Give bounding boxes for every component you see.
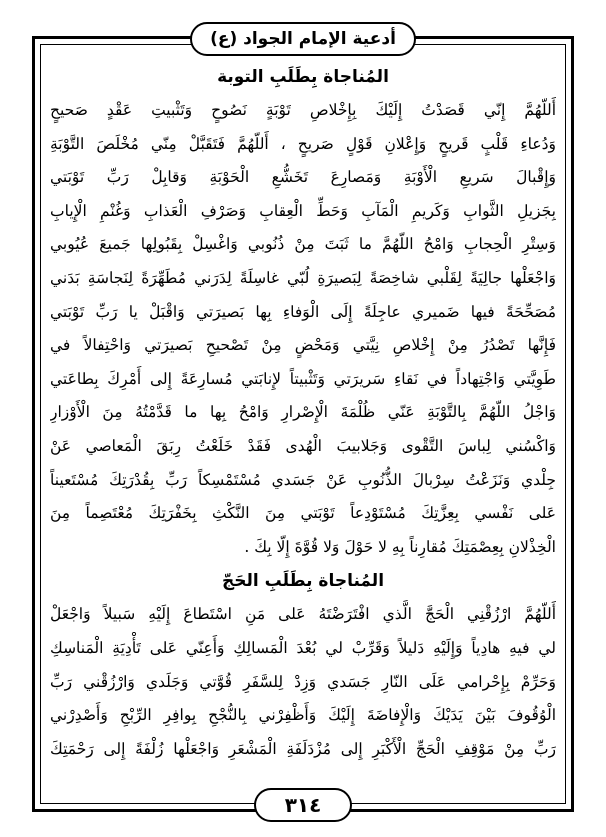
text-line: لي فيهِ هادِياً وَإِلَيْهِ دَليلاً وَقَرِّبْ لي بُعْدَ الْمَسالِكِ وَأَعِنّي عَلى تَأْدِيَةِ الْمَناسِكِ (50, 638, 556, 657)
text-line: أَللّهُمَّ إِنّي قَصَدْتُ إِلَيْكَ بِإِخْلاصِ تَوْبَةٍ نَصُوحٍ وَتَثْبيتِ عَقْدٍ صَحيحٍ (50, 101, 556, 119)
text-line: الْخِذْلانِ بِعِصْمَتِكَ مُقارِناً بِهِ لا حَوْلَ وَلا قُوَّةَ إِلّا بِكَ . (244, 537, 556, 556)
text-line: جِلْدي وَنَزَعْتُ سِرْبالَ الذُّنُوبِ عَنْ جَسَدي مُسْتَمْسِكاً رَبِّ بِقُدْرَتِكَ مُسْتَعيناً (50, 470, 556, 489)
text-line: فَإِنَّها تَصْدُرُ مِنْ إِخْلاصِ نِيَّتي وَمَحْضٍ مِنْ تَصْحيحِ بَصيرَتي وَاحْتِفالاً في (50, 336, 556, 355)
text-line: الْوُقُوفَ بَيْنَ يَدَيْكَ وَالْإِفاضَةَ إِلَيْكَ وَأَظْفِرْني بِالنُّجْحِ بِوافِرِ الرِّبْحِ وَأَصْدِرْني (50, 706, 556, 725)
text-line: وَإِقْبالَ سَريعِ الْأَوْبَةِ وَمَصارِعَ تَخَشُّعِ الْحَوْبَةِ وَقابِلْ رَبِّ تَوْبَتي (50, 168, 556, 187)
page-number-badge (254, 788, 352, 822)
book-title: أدعية الإمام الجواد (ع) (210, 29, 396, 49)
section-title-repentance: المُناجاة بِطَلَبِ التوبة (217, 67, 389, 87)
text-line: مُصَحِّحَةً فيها ضَميري عاجِلَةً إِلَى الْوَفاءِ بِها بَصيرَتي وَاقْبَلْ يا رَبِّ تَوْبَتي (50, 302, 556, 321)
text-line: بِجَزيلِ الثَّوابِ وَكَريمِ الْمَآبِ وَحَطِّ الْعِقابِ وَصَرْفِ الْعَذابِ وَغُنْمِ الْإِيابِ (50, 201, 556, 220)
section-title-hajj: المُناجاة بِطَلَبِ الحَجّ (221, 571, 385, 592)
text-line: وَحَرِّمْ بِإِحْرامي عَلَى النّارِ جَسَدي وَزِدْ لِلسَّفَرِ قُوَّتي وَجَلَدي وَارْزُقْني رَبِّ (50, 672, 556, 691)
text-line: وَسِتْرِ الْحِجابِ وَامْحُ اللّهُمَّ ما ثَبَتَ مِنْ ذُنُوبي وَاغْسِلْ بِقَبُولِها جَميعَ عُيُوبي (50, 235, 556, 254)
text-line: وَاجْعَلْها جالِيَةً لِقَلْبي شاخِصَةً لِبَصيرَةِ لُبّي غاسِلَةً لِدَرَني مُطَهِّرَةً لِنَجاسَةِ بَدَني (50, 268, 556, 287)
text-line: وَاجْلُ اللّهُمَّ بِالتَّوْبَةِ عَنّي ظُلْمَةَ الْإِصْرارِ وَامْحُ بِها ما قَدَّمْتُهُ مِنَ الْأَوْزارِ (50, 403, 556, 422)
text-line: أَللّهُمَّ ارْزُقْنِي الْحَجَّ الَّذي افْتَرَضْتَهُ عَلى مَنِ اسْتَطاعَ إِلَيْهِ سَبيلاً وَاجْعَلْ (50, 605, 556, 624)
text-line: عَلى نَفْسي بِعِزَّتِكَ مُسْتَوْدِعاً تَوْبَتي مِنَ النَّكْثِ بِخَفْرَتِكَ مُعْتَصِماً مِنَ (50, 504, 556, 523)
text-line: وَدُعاءِ قَلْبٍ قَريحٍ وَإِعْلانِ قَوْلٍ صَريحٍ ، أَللّهُمَّ فَتَقَبَّلْ مِنّي مُخْلَصَ التَّوْبَةِ (50, 134, 556, 153)
running-header (190, 22, 416, 56)
page-content (50, 60, 556, 766)
page-number: ٣١٤ (284, 793, 322, 817)
text-line: رَبِّ مِنْ مَوْقِفِ الْحَجِّ الْأَكْبَرِ إِلى مُزْدَلَفَةِ الْمَشْعَرِ وَاجْعَلْها زُلْفَةً إِلى رَحْمَتِكَ (50, 739, 556, 758)
text-line: وَاكْسُني لِباسَ التَّقْوى وَجَلابيبَ الْهُدى فَقَدْ خَلَعْتُ رِبَقَ الْمَعاصي عَنْ (50, 436, 556, 455)
text-line: طَوِيَّتي وَاجْتِهاداً في نَقاءِ سَريرَتي وَتَثْبيتاً لإِنابَتي مُسارِعَةً إِلى أَمْرِكَ بِطاعَتي (50, 369, 556, 388)
